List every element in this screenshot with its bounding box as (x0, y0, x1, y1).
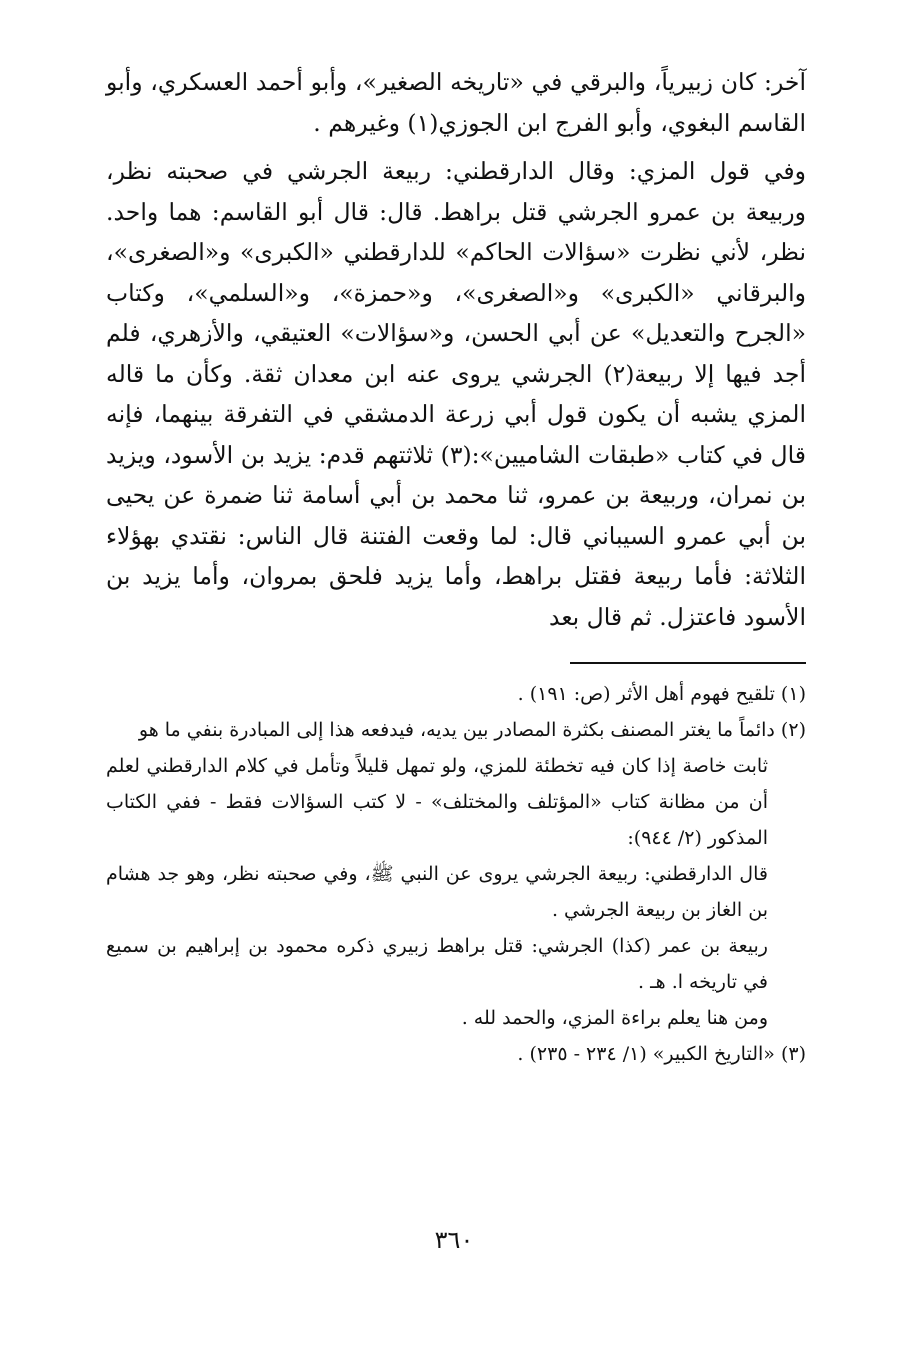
page-number: ٣٦٠ (434, 1226, 474, 1254)
footnote-2-quote-1: قال الدارقطني: ربيعة الجرشي يروى عن النبي ﷺ، وفي صحبته نظر، وهو جد هشام بن الغاز بن ربيعة الجرشي . (106, 863, 768, 921)
footnotes (106, 676, 806, 1072)
footnote-2-lead: (٢) دائماً ما يغتر المصنف بكثرة المصادر بين يديه، فيدفعه هذا إلى المبادرة بنفي ما هو (138, 719, 806, 741)
footnote-2-quote-2: ربيعة بن عمر (كذا) الجرشي: قتل براهط زبيري ذكره محمود بن إبراهيم بن سميع في تاريخه ا. هـ . (106, 935, 768, 993)
footnote-2-body: ثابت خاصة إذا كان فيه تخطئة للمزي، ولو تمهل قليلاً وتأمل في كلام الدارقطني لعلم أن من مظانة كتاب «المؤتلف والمختلف» - لا كتب السؤالات فقط - ففي الكتاب المذكور (٢/ ٩٤٤): (106, 755, 768, 849)
footnote-2-conclusion: ومن هنا يعلم براءة المزي، والحمد لله . (461, 1007, 768, 1029)
footnote-divider (570, 662, 806, 664)
paragraph-1: آخر: كان زبيرياً، والبرقي في «تاريخه الصغير»، وأبو أحمد العسكري، وأبو القاسم البغوي، وأبو الفرج ابن الجوزي(١) وغيرهم . (106, 68, 806, 137)
main-text (106, 62, 806, 645)
paragraph-2: وفي قول المزي: وقال الدارقطني: ربيعة الجرشي في صحبته نظر، وربيعة بن عمرو الجرشي قتل براهط. قال: قال أبو القاسم: هما واحد. نظر، لأني نظرت «سؤالات الحاكم» للدارقطني «الكبرى» و«الصغرى»، والبرقاني «الكبرى» و«الصغرى»، و«حمزة»، و«السلمي»، وكتاب «الجرح والتعديل» عن أبي الحسن، و«سؤالات» العتيقي، والأزهري، فلم أجد فيها إلا ربيعة(٢) الجرشي يروى عنه ابن معدان ثقة. وكأن ما قاله المزي يشبه أن يكون قول أبي زرعة الدمشقي في التفرقة بينهما، فإنه قال في كتاب «طبقات الشاميين»:(٣) ثلاثتهم قدم: يزيد بن الأسود، ويزيد بن نمران، وربيعة بن عمرو، ثنا محمد بن أبي أسامة ثنا ضمرة عن يحيى بن أبي عمرو السيباني قال: لما وقعت الفتنة قال الناس: نقتدي بهؤلاء الثلاثة: فأما ربيعة فقتل براهط، وأما يزيد فلحق بمروان، وأما يزيد بن الأسود فاعتزل. ثم قال بعد (106, 157, 807, 631)
footnote-1: (١) تلقيح فهوم أهل الأثر (ص: ١٩١) . (517, 683, 806, 705)
footnote-3: (٣) «التاريخ الكبير» (١/ ٢٣٤ - ٢٣٥) . (517, 1043, 806, 1065)
